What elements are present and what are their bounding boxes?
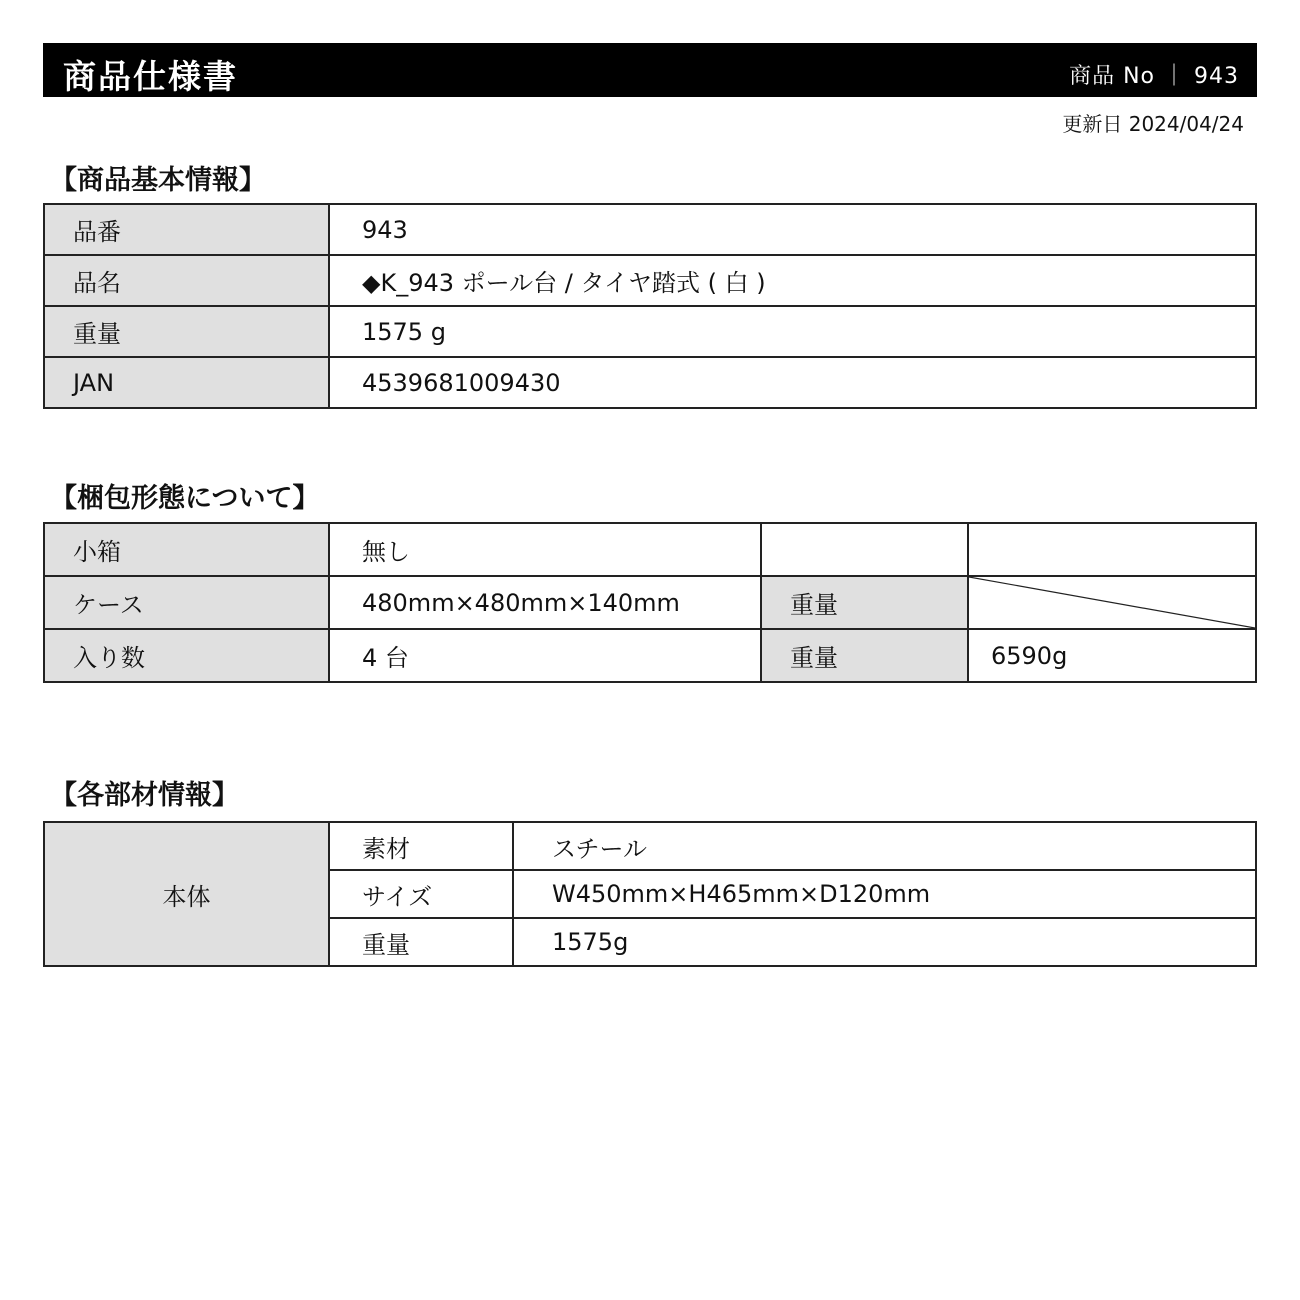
part-name: 本体 (44, 822, 329, 966)
packaging-table (43, 522, 1257, 683)
table-row (44, 523, 1256, 576)
total-weight-label: 重量 (761, 629, 968, 682)
row-value: スチール (513, 822, 1256, 870)
row-value: W450mm×H465mm×D120mm (513, 870, 1256, 918)
empty-cell (761, 523, 968, 576)
row-label: 品番 (44, 204, 329, 255)
document-title: 商品仕様書 (63, 57, 238, 96)
row-value: ◆K_943 ポール台 / タイヤ踏式 ( 白 ) (329, 255, 1256, 306)
parts-heading: 【各部材情報】 (50, 780, 239, 811)
row-label: 素材 (329, 822, 513, 870)
table-row (44, 306, 1256, 357)
case-weight-label: 重量 (761, 576, 968, 629)
row-label: 重量 (44, 306, 329, 357)
row-value: 943 (329, 204, 1256, 255)
basic-info-table (43, 203, 1257, 409)
case-size-value: 480mm×480mm×140mm (329, 576, 761, 629)
quantity-label: 入り数 (44, 629, 329, 682)
total-weight-value: 6590g (968, 629, 1256, 682)
not-applicable-cell (968, 576, 1256, 629)
product-number: 商品 No ｜ 943 (1069, 64, 1239, 89)
diagonal-line (969, 577, 1255, 628)
empty-cell (968, 523, 1256, 576)
basic-info-heading: 【商品基本情報】 (50, 165, 266, 196)
row-label: 品名 (44, 255, 329, 306)
case-label: ケース (44, 576, 329, 629)
row-label: 重量 (329, 918, 513, 966)
updated-date: 更新日 2024/04/24 (1062, 112, 1244, 136)
quantity-value: 4 台 (329, 629, 761, 682)
row-value: 1575 g (329, 306, 1256, 357)
small-box-value: 無し (329, 523, 761, 576)
row-label: サイズ (329, 870, 513, 918)
table-row (44, 822, 1256, 870)
title-bar (43, 43, 1257, 97)
row-value: 1575g (513, 918, 1256, 966)
table-row (44, 357, 1256, 408)
parts-table (43, 821, 1257, 967)
table-row (44, 204, 1256, 255)
table-row (44, 255, 1256, 306)
row-label: JAN (44, 357, 329, 408)
row-value: 4539681009430 (329, 357, 1256, 408)
table-row (44, 629, 1256, 682)
table-row (44, 576, 1256, 629)
packaging-heading: 【梱包形態について】 (50, 483, 320, 514)
small-box-label: 小箱 (44, 523, 329, 576)
